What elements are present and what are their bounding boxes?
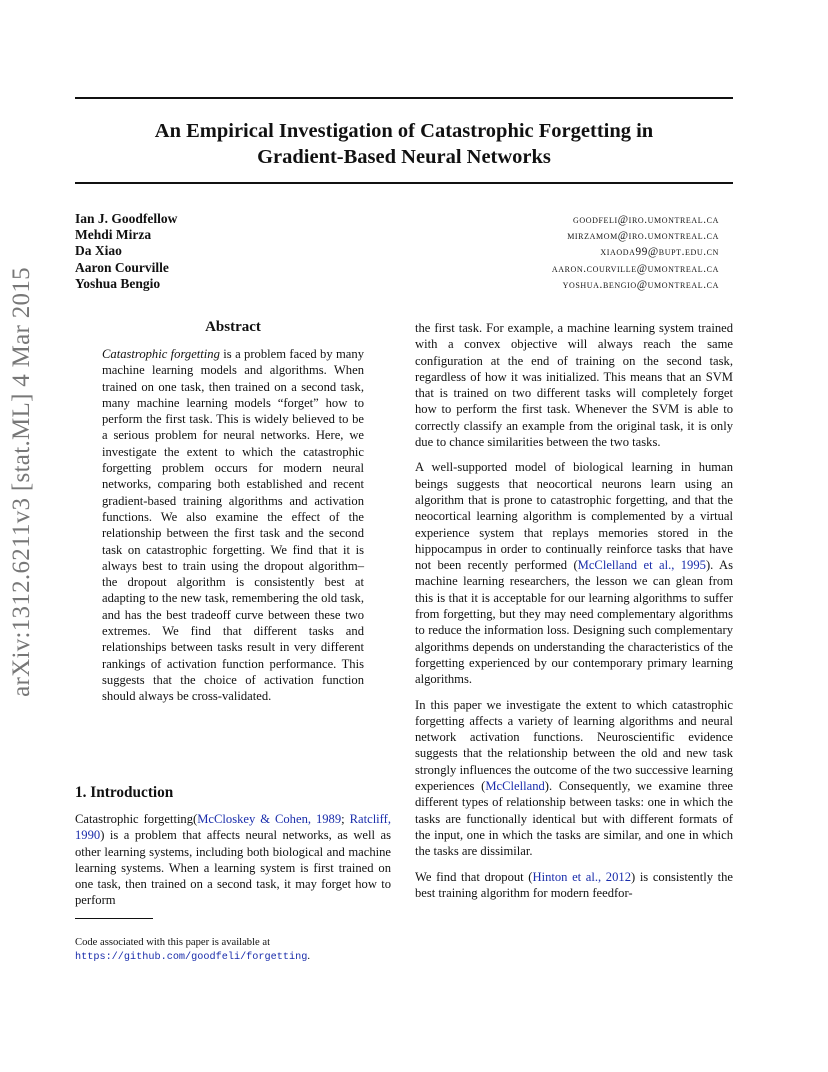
author-row (75, 211, 733, 227)
abstract-heading: Abstract (205, 319, 261, 335)
author-list (75, 211, 733, 292)
footnote (75, 936, 400, 965)
paragraph-text: We find that dropout ( (415, 869, 533, 884)
author-email: goodfeli@iro.umontreal.ca (572, 214, 719, 226)
citation-link[interactable]: Ratcliff, 1990 (75, 812, 391, 843)
citation-link[interactable]: Hinton et al., 2012 (532, 869, 631, 884)
paragraph-text: ) is consistently the best training algorithm for modern feedfor- (415, 869, 734, 900)
paragraph (415, 697, 733, 860)
author-name: Da Xiao (75, 243, 122, 259)
paragraph-text: ). As machine learning researchers, the lesson we can glean from this is that it is acceptable for our learning algorithms to suffer from forgetting, but they may need complementary algorithms to reduce the information loss. Designing such complementary algorithms depends on understanding the characteristics of the forgetting experienced by our contemporary primary learning algorithms. (415, 558, 733, 687)
author-row (75, 243, 733, 259)
author-row (75, 276, 733, 292)
author-name: Ian J. Goodfellow (75, 211, 178, 226)
paragraph-text: ). Consequently, we examine three different types of relationship between tasks: one in which the tasks are functionally identical but with different formats of the input, one in which the tasks are similar, and one in which the tasks are dissimilar. (415, 779, 733, 859)
author-email: mirzamom@iro.umontreal.ca (567, 230, 719, 243)
footnote-end: . (307, 951, 310, 962)
arxiv-stamp-text: arXiv:1312.6211v3 [stat.ML] 4 Mar 2015 (8, 267, 35, 697)
paragraph (415, 320, 733, 450)
author-row (75, 260, 733, 276)
paper-title-line2: Gradient-Based Neural Networks (257, 146, 551, 168)
paragraph (415, 869, 733, 902)
footnote-text: Code associated with this paper is available at (75, 937, 271, 948)
author-name: Aaron Courville (75, 259, 169, 275)
intro-paragraph (75, 811, 391, 909)
footnote-rule (75, 918, 153, 919)
title-bottom-rule (75, 182, 733, 184)
abstract-body (102, 346, 364, 705)
author-row (75, 227, 733, 243)
citation-link[interactable]: McClelland et al., 1995 (577, 558, 706, 573)
author-email: yoshua.bengio@umontreal.ca (562, 278, 719, 291)
abstract-text: is a problem faced by many machine learning models and algorithms. When trained on one task, then trained on a second task, many machine learning models “forget” how to perform the first task. This is widely believed to be a serious problem for neural networks. Here, we investigate the extent to which the catastrophic forgetting problem occurs for modern neural networks, comparing both established and recent gradient-based training algorithms and activation functions. We also examine the effect of the relationship between the first task and the second task on catastrophic forgetting. We find that it is always best to train using the dropout algorithm–the dropout algorithm is consistently best at adapting to the new task, remembering the old task, and has the best tradeoff curve between these two extremes. We find that different tasks and relationships between tasks result in very different rankings of activation function performance. This suggests that the choice of activation function should always be cross-validated. (102, 347, 364, 704)
intro-text: ) is a problem that affects neural networks, as well as other learning systems, including both biological and machine learning systems. When a learning system is first trained on one task, then trained on a second task, it may forget how to perform (75, 828, 391, 908)
author-email: xiaoda99@bupt.edu.cn (600, 246, 719, 259)
title-top-rule (75, 97, 733, 99)
citation-link[interactable]: McClelland (485, 779, 545, 794)
abstract-term: Catastrophic forgetting (102, 347, 220, 361)
citation-link[interactable]: McCloskey & Cohen, 1989 (197, 812, 342, 826)
footnote-url-link[interactable]: https://github.com/goodfeli/forgetting (75, 952, 308, 963)
paper-title (75, 118, 733, 170)
author-email: aaron.courville@umontreal.ca (551, 262, 719, 275)
right-column (415, 320, 733, 910)
paragraph-text: the first task. For example, a machine learning system trained with a convex objective will always reach the same configuration at the end of training on the second task, regardless of how it was initialized. This means that an SVM that is trained on two different tasks will completely forget how to perform the first task. Whenever the SVM is able to correctly classify an example from the original task, it is only due to chance similarities between the two tasks. (415, 321, 733, 450)
paragraph-text: In this paper we investigate the extent to which catastrophic forgetting affects a variety of learning algorithms and neural network activation functions. Neuroscientific evidence suggests that the relationship between the old and new task strongly influences the outcome of the two successive learning experiences ( (415, 697, 733, 794)
section-heading-introduction: 1. Introduction (75, 784, 174, 801)
author-name: Yoshua Bengio (75, 275, 161, 291)
paragraph (415, 459, 733, 687)
author-name: Mehdi Mirza (75, 227, 152, 243)
intro-text: Catastrophic forgetting( (75, 812, 198, 826)
paragraph-text: A well-supported model of biological learning in human beings suggests that neocortical neurons learn using an algorithm that is prone to catastrophic forgetting, and that the neocortical learning algorithm is complemented by a virtual experience system that replays memories stored in the hippocampus in order to continually reinforce tasks that have not been recently performed ( (415, 460, 733, 573)
paper-title-line1: An Empirical Investigation of Catastrophic Forgetting in (154, 120, 654, 142)
intro-text: ; (341, 812, 350, 826)
